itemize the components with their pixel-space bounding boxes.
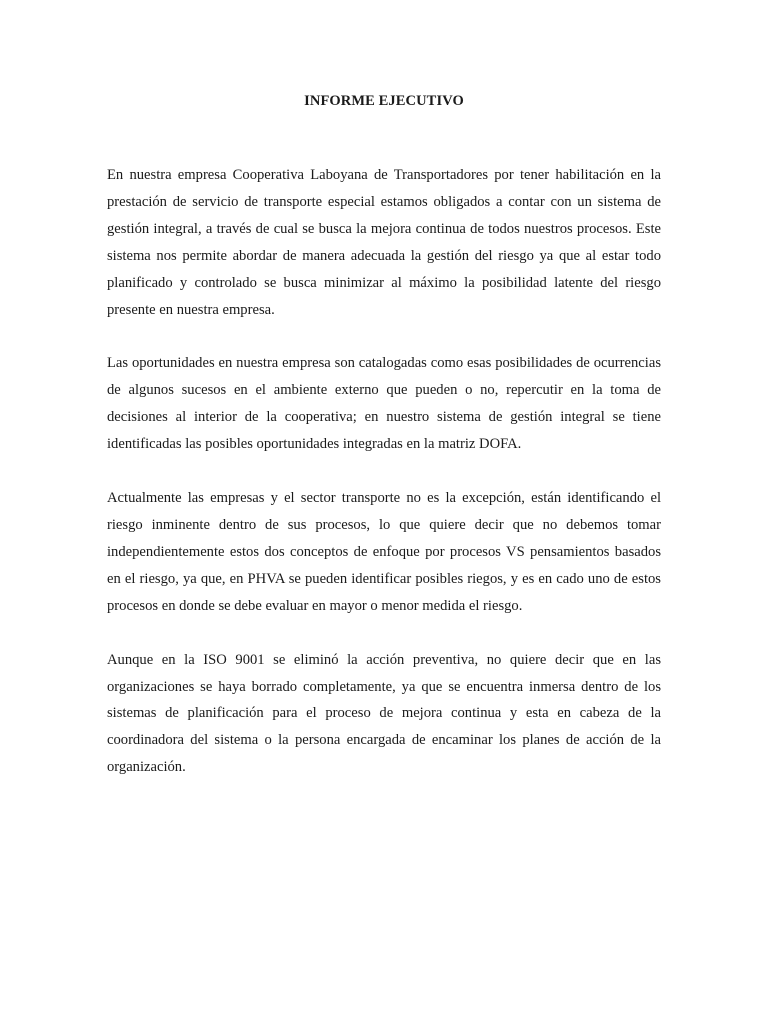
paragraph-2: Las oportunidades en nuestra empresa son catalogadas como esas posibilidades de ocurrencias de algunos sucesos en el ambiente externo que pueden o no, repercutir en la toma de decisiones al interior de la cooperativa; en nuestro sistema de gestión integral se tiene identificadas las posibles oportunidades integradas en la matriz DOFA.: [107, 355, 661, 453]
paragraph-4: Aunque en la ISO 9001 se eliminó la acción preventiva, no quiere decir que en las organizaciones se haya borrado completamente, ya que se encuentra inmersa dentro de los sistemas de planificación para el proceso de mejora continua y esta en cabeza de la coordinadora del sistema o la persona encargada de encaminar los planes de acción de la organización.: [107, 651, 661, 776]
paragraph-3: Actualmente las empresas y el sector transporte no es la excepción, están identificando el riesgo inminente dentro de sus procesos, lo que quiere decir que no debemos tomar independientemente estos dos conceptos de enfoque por procesos VS pensamientos basados en el riesgo, ya que, en PHVA se pueden identificar posibles riegos, y es en cado uno de estos procesos en donde se debe evaluar en mayor o menor medida el riesgo.: [107, 490, 661, 614]
paragraph-1: En nuestra empresa Cooperativa Laboyana de Transportadores por tener habilitación en la prestación de servicio de transporte especial estamos obligados a contar con un sistema de gestión integral, a través de cual se busca la mejora continua de todos nuestros procesos. Este sistema nos permite abordar de manera adecuada la gestión del riesgo ya que al estar todo planificado y controlado se busca minimizar al máximo la posibilidad latente del riesgo presente en nuestra empresa.: [107, 167, 661, 318]
document-title: INFORME EJECUTIVO: [304, 93, 464, 109]
document-body: [107, 162, 661, 808]
